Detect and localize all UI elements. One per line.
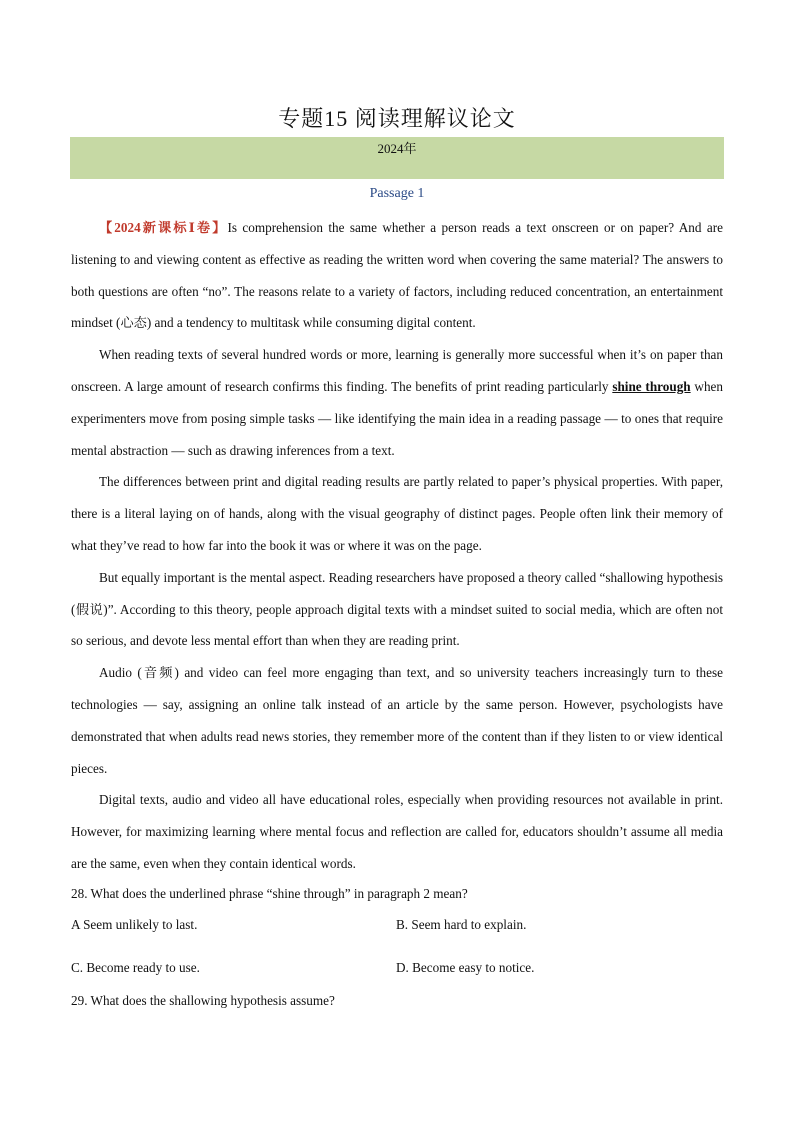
passage-title: Passage 1 (369, 186, 425, 201)
option-28-b: B. Seem hard to explain. (396, 917, 527, 932)
year-banner (70, 137, 724, 179)
option-28-a: A Seem unlikely to last. (71, 917, 198, 932)
paragraph-2 (71, 339, 723, 466)
paragraph-1 (71, 212, 723, 339)
exam-source-tag: 【2024新课标Ⅰ卷】 (99, 220, 228, 235)
year-label: 2024年 (377, 141, 417, 156)
paragraph-6: Digital texts, audio and video all have educational roles, especially when providing resources not available in print. However, for maximizing learning where mental focus and reflection are called for, educators shouldn’t assume all media are the same, even when they contain identical words. (71, 792, 723, 871)
paragraph-2-before: When reading texts of several hundred words or more, learning is generally more successful when it’s on paper than onscreen. A large amount of research confirms this finding. The benefits of print reading particularly (71, 347, 723, 394)
underlined-phrase: shine through (612, 378, 691, 394)
option-28-d: D. Become easy to notice. (396, 960, 535, 975)
paragraph-2-after: when experimenters move from posing simple tasks — like identifying the main idea in a reading passage — to ones that require mental abstraction — such as drawing inferences from a text. (71, 378, 723, 458)
paragraph-1-text: Is comprehension the same whether a person reads a text onscreen or on paper? And are listening to and viewing content as effective as reading the written word when covering the same material? The answers to both questions are often “no”. The reasons relate to a variety of factors, including reduced concentration, an entertainment mindset (心态) and a tendency to multitask while consuming digital content. (71, 220, 723, 331)
passage-body (71, 212, 723, 880)
option-28-c: C. Become ready to use. (71, 960, 200, 975)
paragraph-4: But equally important is the mental aspect. Reading researchers have proposed a theory called “shallowing hypothesis (假说)”. According to this theory, people approach digital texts with a mindset suited to social media, which are often not so serious, and devote less mental effort than when they are reading print. (71, 569, 723, 649)
paragraph-3: The differences between print and digital reading results are partly related to paper’s physical properties. With paper, there is a literal laying on of hands, along with the visual geography of distinct pages. People often link their memory of what they’ve read to how far into the book it was or where it was on the page. (71, 474, 723, 553)
question-28-stem: 28. What does the underlined phrase “shine through” in paragraph 2 mean? (71, 886, 468, 901)
page-title: 专题15 阅读理解议论文 (278, 106, 516, 131)
question-29-stem: 29. What does the shallowing hypothesis assume? (71, 993, 335, 1008)
paragraph-5: Audio (音频) and video can feel more engaging than text, and so university teachers increasingly turn to these technologies — say, assigning an online talk instead of an article by the same person. However, psychologists have demonstrated that when adults read news stories, they remember more of the content than if they listen to or view identical pieces. (71, 665, 723, 776)
